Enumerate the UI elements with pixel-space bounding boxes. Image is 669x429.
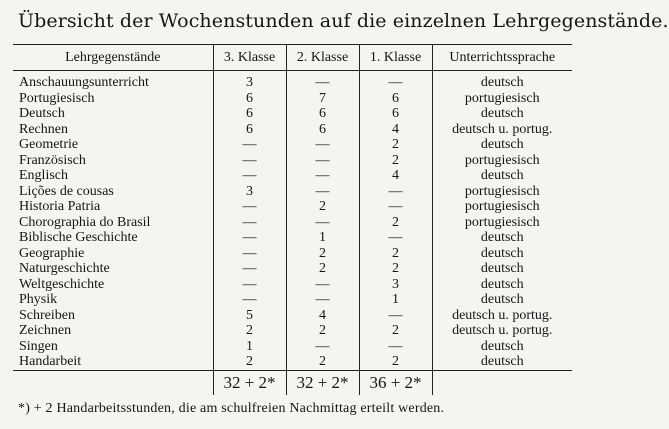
class-2-hours: 2 (286, 354, 359, 370)
class-1-hours: — (359, 199, 432, 215)
class-2-hours: 6 (286, 122, 359, 138)
class-3-hours: — (213, 246, 286, 262)
language-cell: deutsch (432, 230, 572, 246)
class-2-hours: 2 (286, 246, 359, 262)
language-cell: deutsch (432, 354, 572, 370)
subject-cell: Geometrie (19, 137, 79, 153)
language-cell: deutsch (432, 277, 572, 293)
class-3-hours: — (213, 153, 286, 169)
table-row (13, 168, 572, 184)
class-3-hours: 6 (213, 91, 286, 107)
class-1-hours: 4 (359, 168, 432, 184)
class-3-hours: 2 (213, 354, 286, 370)
lesson-hours-table-container (13, 44, 572, 395)
class-1-hours: — (359, 308, 432, 324)
total-class-3: 32 + 2* (213, 370, 286, 395)
subject-cell: Rechnen (19, 121, 68, 137)
class-2-hours: 2 (286, 323, 359, 339)
class-3-hours: 3 (213, 71, 286, 91)
class-2-hours: — (286, 215, 359, 231)
language-cell: deutsch (432, 261, 572, 277)
class-2-hours: 2 (286, 199, 359, 215)
subject-cell: Handarbeit (19, 354, 82, 370)
table-row (13, 122, 572, 138)
class-2-hours: 2 (286, 261, 359, 277)
class-3-hours: — (213, 292, 286, 308)
subject-cell: Englisch (19, 168, 68, 184)
subject-cell: Lições de cousas (19, 183, 114, 199)
table-row (13, 91, 572, 107)
table-row (13, 246, 572, 262)
table-row (13, 137, 572, 153)
class-1-hours: — (359, 184, 432, 200)
table-row (13, 323, 572, 339)
subject-cell: Biblische Geschichte (19, 230, 138, 246)
header-language: Unterrichtssprache (432, 45, 572, 71)
class-2-hours: 4 (286, 308, 359, 324)
language-cell: deutsch (432, 292, 572, 308)
subject-cell: Anschauungsunterricht (19, 75, 149, 91)
class-1-hours: 3 (359, 277, 432, 293)
table-row (13, 308, 572, 324)
table-row (13, 215, 572, 231)
class-2-hours: — (286, 292, 359, 308)
subject-cell: Chorographia do Brasil (19, 214, 151, 230)
class-1-hours: 6 (359, 91, 432, 107)
language-cell: deutsch (432, 106, 572, 122)
table-row (13, 199, 572, 215)
language-cell: portugiesisch (432, 153, 572, 169)
language-cell: deutsch u. portug. (432, 308, 572, 324)
subject-cell: Schreiben (19, 307, 75, 323)
class-1-hours: — (359, 339, 432, 355)
subject-cell: Weltgeschichte (19, 276, 105, 292)
language-cell: portugiesisch (432, 91, 572, 107)
class-1-hours: 2 (359, 137, 432, 153)
class-3-hours: 5 (213, 308, 286, 324)
totals-row (13, 370, 572, 395)
subject-cell: Geographie (19, 245, 85, 261)
class-3-hours: — (213, 137, 286, 153)
class-1-hours: 2 (359, 246, 432, 262)
header-subjects: Lehrgegenstände (13, 45, 213, 71)
class-3-hours: — (213, 199, 286, 215)
class-1-hours: 4 (359, 122, 432, 138)
totals-spacer (13, 370, 213, 395)
table-row (13, 277, 572, 293)
subject-cell: Historia Patria (19, 199, 101, 215)
table-row (13, 153, 572, 169)
class-2-hours: — (286, 184, 359, 200)
class-3-hours: 2 (213, 323, 286, 339)
class-2-hours: — (286, 137, 359, 153)
table-row (13, 230, 572, 246)
subject-cell: Singen (19, 338, 58, 354)
class-3-hours: 6 (213, 106, 286, 122)
class-2-hours: 7 (286, 91, 359, 107)
class-3-hours: 1 (213, 339, 286, 355)
class-2-hours: — (286, 168, 359, 184)
class-2-hours: 1 (286, 230, 359, 246)
table-header-row (13, 45, 572, 71)
table-row (13, 292, 572, 308)
totals-spacer-right (432, 370, 572, 395)
total-class-2: 32 + 2* (286, 370, 359, 395)
table-row (13, 71, 572, 91)
table-row (13, 106, 572, 122)
subject-cell: Zeichnen (19, 323, 72, 339)
class-3-hours: 3 (213, 184, 286, 200)
language-cell: deutsch (432, 168, 572, 184)
class-1-hours: 2 (359, 261, 432, 277)
header-class-1: 1. Klasse (359, 45, 432, 71)
class-2-hours: — (286, 339, 359, 355)
table-row (13, 184, 572, 200)
language-cell: deutsch (432, 137, 572, 153)
language-cell: deutsch (432, 339, 572, 355)
subject-cell: Naturgeschichte (19, 261, 110, 277)
footnote: *) + 2 Handarbeitsstunden, die am schulfreien Nachmittag erteilt werden. (18, 401, 445, 416)
table-body (13, 71, 572, 371)
class-3-hours: — (213, 168, 286, 184)
language-cell: deutsch (432, 246, 572, 262)
language-cell: portugiesisch (432, 215, 572, 231)
subject-cell: Portugiesisch (19, 90, 95, 106)
class-1-hours: — (359, 71, 432, 91)
language-cell: portugiesisch (432, 184, 572, 200)
class-1-hours: 2 (359, 215, 432, 231)
language-cell: deutsch u. portug. (432, 323, 572, 339)
class-3-hours: — (213, 230, 286, 246)
table-row (13, 339, 572, 355)
total-class-1: 36 + 2* (359, 370, 432, 395)
class-1-hours: 1 (359, 292, 432, 308)
class-1-hours: 2 (359, 153, 432, 169)
subject-cell: Deutsch (19, 106, 65, 122)
class-2-hours: — (286, 71, 359, 91)
lesson-hours-table (13, 44, 572, 395)
class-3-hours: — (213, 215, 286, 231)
class-2-hours: 6 (286, 106, 359, 122)
class-3-hours: 6 (213, 122, 286, 138)
class-3-hours: — (213, 261, 286, 277)
language-cell: portugiesisch (432, 199, 572, 215)
class-1-hours: 2 (359, 354, 432, 370)
class-1-hours: 2 (359, 323, 432, 339)
table-row (13, 261, 572, 277)
class-1-hours: — (359, 230, 432, 246)
header-class-3: 3. Klasse (213, 45, 286, 71)
class-2-hours: — (286, 277, 359, 293)
subject-cell: Französisch (19, 152, 86, 168)
class-3-hours: — (213, 277, 286, 293)
class-2-hours: — (286, 153, 359, 169)
table-row (13, 354, 572, 370)
page-title: Übersicht der Wochenstunden auf die einzelnen Lehrgegenstände. (18, 10, 669, 32)
language-cell: deutsch (432, 71, 572, 91)
language-cell: deutsch u. portug. (432, 122, 572, 138)
class-1-hours: 6 (359, 106, 432, 122)
header-class-2: 2. Klasse (286, 45, 359, 71)
subject-cell: Physik (19, 292, 58, 308)
